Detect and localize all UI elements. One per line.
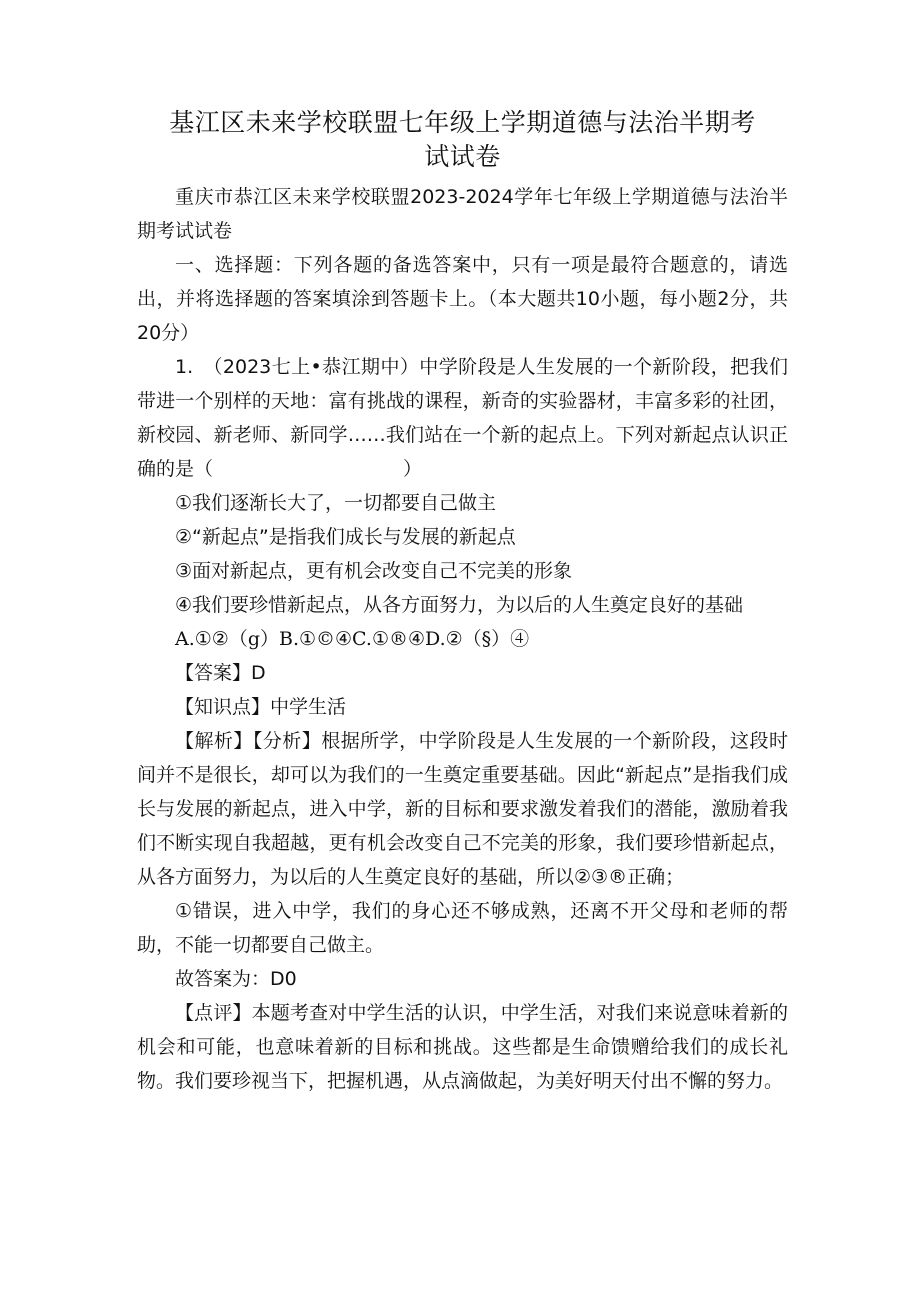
option-3: ③面对新起点，更有机会改变自己不完美的形象 [175, 560, 573, 582]
analysis-paragraph: 【解析】【分析】根据所学，中学阶段是人生发展的一个新阶段，这段时间并不是很长，却可以为我们的一生奠定重要基础。因此“新起点”是指我们成长与发展的新起点，进入中学，新的目标和要求激发着我们的潜能，激励着我们不断实现自我超越，更有机会改变自己不完美的形象，我们要珍惜新起点，从各方面努力，为以后的人生奠定良好的基础，所以②③®正确； [137, 730, 788, 888]
document-title [137, 106, 788, 174]
question-stem: 1. （2023七上•恭江期中）中学阶段是人生发展的一个新阶段，把我们带进一个别样的天地：富有挑战的课程，新奇的实验器材，丰富多彩的社团，新校园、新老师、新同学……我们站在一个新的起点上。下列对新起点认识正确的是（ ） [137, 356, 788, 480]
conclusion-line: 故答案为：D0 [175, 968, 297, 990]
section-heading: 一、选择题：下列各题的备选答案中，只有一项是最符合题意的，请选出，并将选择题的答案填涂到答题卡上。（本大题共10小题，每小题2分，共20分） [137, 254, 788, 344]
answer-line: 【答案】D [175, 662, 266, 684]
document-subtitle: 重庆市恭江区未来学校联盟2023-2024学年七年级上学期道德与法治半期考试试卷 [137, 186, 788, 242]
title-line-2: 试试卷 [424, 142, 501, 171]
comment-paragraph: 【点评】本题考查对中学生活的认识，中学生活，对我们来说意味着新的机会和可能，也意味着新的目标和挑战。这些都是生命馈赠给我们的成长礼物。我们要珍视当下，把握机遇，从点滴做起，为美好明天付出不懈的努力。 [137, 1002, 788, 1092]
option-1: ①我们逐渐长大了，一切都要自己做主 [175, 492, 497, 514]
option-2: ②“新起点”是指我们成长与发展的新起点 [175, 526, 516, 548]
analysis-paragraph-2: ①错误，进入中学，我们的身心还不够成熟，还离不开父母和老师的帮助，不能一切都要自己做主。 [137, 900, 788, 956]
title-line-1: 基江区未来学校联盟七年级上学期道德与法治半期考 [169, 108, 756, 137]
option-4: ④我们要珍惜新起点，从各方面努力，为以后的人生奠定良好的基础 [175, 594, 744, 616]
knowledge-point: 【知识点】中学生活 [175, 696, 347, 718]
answer-choices: A.①②（g）B.①©④C.①®④D.②（§）④ [175, 628, 530, 650]
